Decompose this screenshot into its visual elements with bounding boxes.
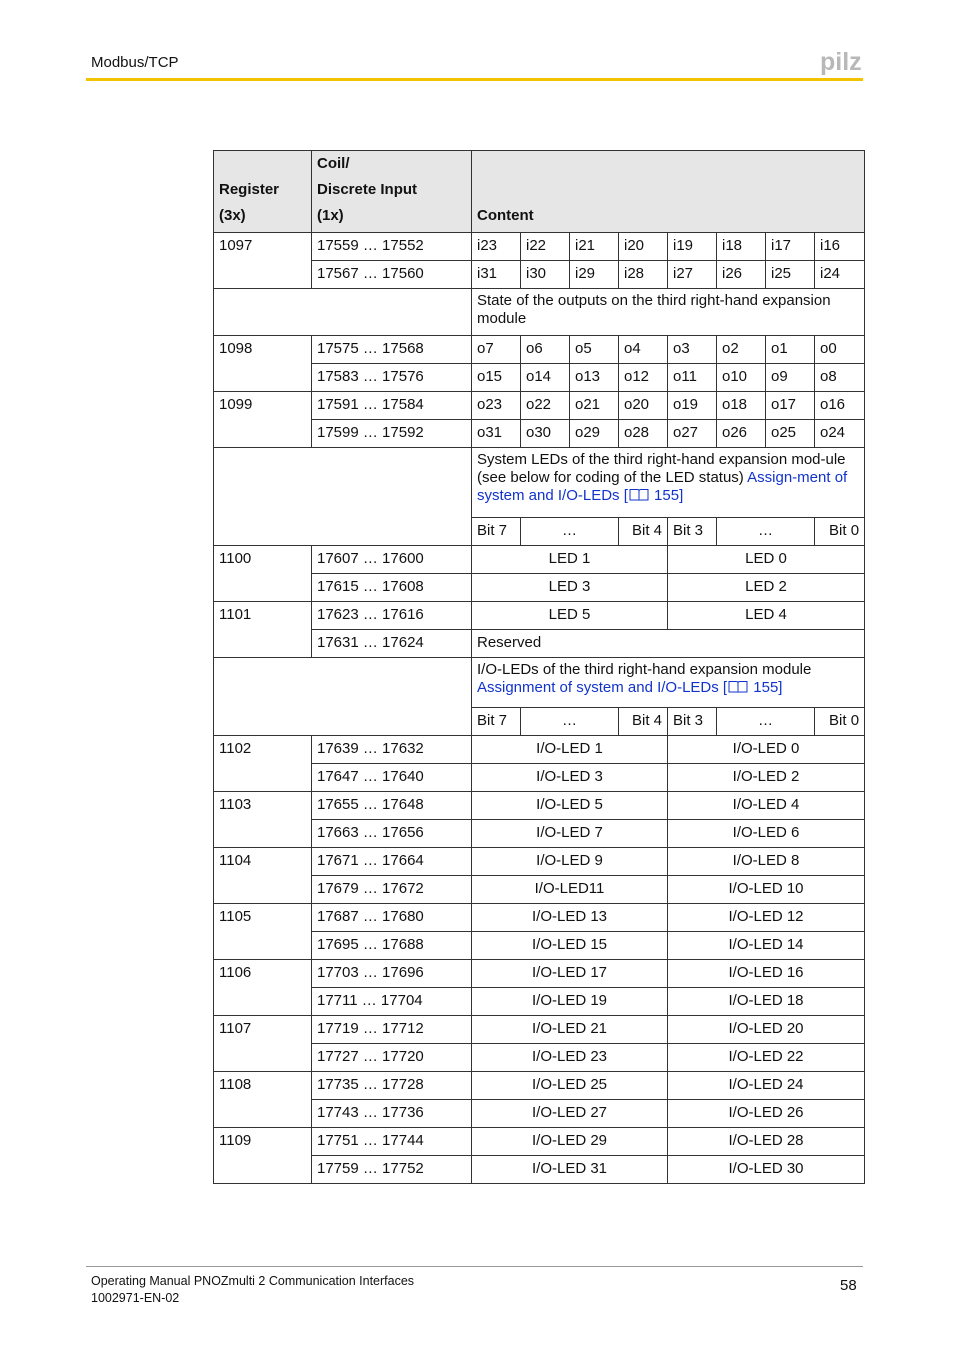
bit-header-cell: … [521,518,619,546]
table-row [214,960,865,988]
led-high-cell: I/O-LED 21 [472,1016,668,1044]
bit-header-cell: Bit 3 [668,518,717,546]
assignment-link[interactable]: Assign-ment of system and I/O-LEDs [ 155] [477,469,848,504]
bit-header-cell: Bit 3 [668,708,717,736]
bit-cell: i22 [521,233,570,261]
led-low-cell: I/O-LED 30 [668,1156,865,1184]
coil-cell: 17655 … 17648 [312,792,472,820]
table-row [214,261,865,289]
reserved-cell: Reserved [472,630,865,658]
bit-cell: o23 [472,392,521,420]
led-low-cell: I/O-LED 22 [668,1044,865,1072]
coil-cell: 17759 … 17752 [312,1156,472,1184]
coil-cell: 17647 … 17640 [312,764,472,792]
bit-cell: o31 [472,420,521,448]
header-content: Content [472,151,865,233]
footer-rule [86,1266,863,1267]
bit-cell: i25 [766,261,815,289]
coil-cell: 17687 … 17680 [312,904,472,932]
register-cell: 1107 [214,1016,312,1072]
coil-cell: 17735 … 17728 [312,1072,472,1100]
io-leds-description: I/O-LEDs of the third right-hand expansion module Assignment of system and I/O-LEDs [ 155] [472,658,865,708]
bit-cell: i17 [766,233,815,261]
bit-cell: o15 [472,364,521,392]
table-row [214,932,865,960]
bit-cell: o0 [815,336,865,364]
pilz-logo: pilz [820,48,862,76]
table-row [214,630,865,658]
led-low-cell: LED 4 [668,602,865,630]
coil-cell: 17591 … 17584 [312,392,472,420]
coil-cell: 17671 … 17664 [312,848,472,876]
coil-cell: 17559 … 17552 [312,233,472,261]
bit-cell: o12 [619,364,668,392]
table-row [214,1016,865,1044]
bit-cell: i18 [717,233,766,261]
bit-cell: o3 [668,336,717,364]
bit-header-cell: Bit 7 [472,708,521,736]
table-row [214,392,865,420]
bit-cell: o16 [815,392,865,420]
table-row [214,736,865,764]
table-row [214,904,865,932]
bit-header-cell: … [521,708,619,736]
bit-cell: o5 [570,336,619,364]
led-high-cell: LED 3 [472,574,668,602]
led-high-cell: I/O-LED 25 [472,1072,668,1100]
book-icon [728,680,748,693]
bit-header-cell: … [717,708,815,736]
led-low-cell: I/O-LED 16 [668,960,865,988]
table-row [214,289,865,336]
bit-cell: o20 [619,392,668,420]
bit-cell: o30 [521,420,570,448]
bit-cell: o1 [766,336,815,364]
bit-cell: o27 [668,420,717,448]
bit-cell: o14 [521,364,570,392]
header-register: Register (3x) [214,151,312,233]
register-cell: 1099 [214,392,312,448]
led-low-cell: I/O-LED 2 [668,764,865,792]
empty-cell [214,658,472,736]
bit-header-cell: Bit 7 [472,518,521,546]
led-high-cell: I/O-LED 19 [472,988,668,1016]
bit-header-cell: Bit 4 [619,708,668,736]
table-row [214,364,865,392]
coil-cell: 17727 … 17720 [312,1044,472,1072]
bit-cell: o25 [766,420,815,448]
register-cell: 1097 [214,233,312,289]
coil-cell: 17583 … 17576 [312,364,472,392]
footer-doc-number: 1002971-EN-02 [91,1291,180,1305]
bit-cell: i30 [521,261,570,289]
bit-cell: o11 [668,364,717,392]
register-cell: 1104 [214,848,312,904]
coil-cell: 17607 … 17600 [312,546,472,574]
register-cell: 1103 [214,792,312,848]
led-high-cell: LED 1 [472,546,668,574]
table-row [214,876,865,904]
led-high-cell: I/O-LED 17 [472,960,668,988]
register-cell: 1106 [214,960,312,1016]
led-low-cell: I/O-LED 18 [668,988,865,1016]
bit-cell: o10 [717,364,766,392]
led-high-cell: I/O-LED 3 [472,764,668,792]
table-row [214,1100,865,1128]
book-icon [629,488,649,501]
bit-cell: o17 [766,392,815,420]
bit-cell: o13 [570,364,619,392]
empty-cell [214,448,472,546]
table-row [214,764,865,792]
coil-cell: 17623 … 17616 [312,602,472,630]
led-high-cell: I/O-LED 5 [472,792,668,820]
footer [91,1273,414,1307]
coil-cell: 17663 … 17656 [312,820,472,848]
bit-cell: i29 [570,261,619,289]
coil-cell: 17711 … 17704 [312,988,472,1016]
register-cell: 1098 [214,336,312,392]
coil-cell: 17631 … 17624 [312,630,472,658]
led-low-cell: I/O-LED 6 [668,820,865,848]
led-high-cell: I/O-LED 15 [472,932,668,960]
led-low-cell: LED 0 [668,546,865,574]
bit-cell: o2 [717,336,766,364]
coil-cell: 17575 … 17568 [312,336,472,364]
table-row [214,1156,865,1184]
bit-header-cell: … [717,518,815,546]
table-row [214,1044,865,1072]
register-cell: 1105 [214,904,312,960]
system-leds-description: System LEDs of the third right-hand expansion mod-ule (see below for coding of the LED status) Assign-ment of system and I/O-LEDs [ 155] [472,448,865,518]
register-cell: 1108 [214,1072,312,1128]
table-row [214,336,865,364]
led-low-cell: I/O-LED 10 [668,876,865,904]
outputs-description: State of the outputs on the third right-hand expansion module [472,289,865,336]
footer-manual-title: Operating Manual PNOZmulti 2 Communication Interfaces [91,1274,415,1288]
table-row [214,848,865,876]
table-row [214,988,865,1016]
led-high-cell: I/O-LED 7 [472,820,668,848]
led-low-cell: LED 2 [668,574,865,602]
coil-cell: 17599 … 17592 [312,420,472,448]
coil-cell: 17743 … 17736 [312,1100,472,1128]
led-low-cell: I/O-LED 8 [668,848,865,876]
led-high-cell: I/O-LED 23 [472,1044,668,1072]
led-low-cell: I/O-LED 20 [668,1016,865,1044]
bit-cell: o18 [717,392,766,420]
led-low-cell: I/O-LED 26 [668,1100,865,1128]
table-row [214,1128,865,1156]
led-low-cell: I/O-LED 28 [668,1128,865,1156]
led-low-cell: I/O-LED 12 [668,904,865,932]
bit-cell: o29 [570,420,619,448]
table-row [214,602,865,630]
assignment-link[interactable]: Assignment of system and I/O-LEDs [ 155] [477,679,783,696]
led-high-cell: I/O-LED 27 [472,1100,668,1128]
register-cell: 1100 [214,546,312,602]
header-rule [86,78,863,81]
register-cell: 1101 [214,602,312,658]
bit-cell: i27 [668,261,717,289]
led-low-cell: I/O-LED 4 [668,792,865,820]
bit-cell: o9 [766,364,815,392]
bit-cell: i28 [619,261,668,289]
bit-cell: o21 [570,392,619,420]
coil-cell: 17695 … 17688 [312,932,472,960]
register-table [213,150,865,1184]
table-row [214,574,865,602]
bit-header-cell: Bit 4 [619,518,668,546]
bit-cell: o8 [815,364,865,392]
led-low-cell: I/O-LED 14 [668,932,865,960]
bit-header-cell: Bit 0 [815,518,865,546]
led-high-cell: I/O-LED 31 [472,1156,668,1184]
page-number: 58 [840,1277,857,1294]
header-coil: Coil/ Discrete Input (1x) [312,151,472,233]
bit-cell: i24 [815,261,865,289]
table-body [214,233,865,1184]
led-high-cell: I/O-LED 1 [472,736,668,764]
table-row [214,792,865,820]
coil-cell: 17679 … 17672 [312,876,472,904]
bit-cell: o6 [521,336,570,364]
header-title: Modbus/TCP [91,54,179,71]
bit-cell: i31 [472,261,521,289]
led-high-cell: I/O-LED 9 [472,848,668,876]
bit-cell: o26 [717,420,766,448]
led-high-cell: I/O-LED 29 [472,1128,668,1156]
coil-cell: 17639 … 17632 [312,736,472,764]
bit-cell: i19 [668,233,717,261]
led-high-cell: I/O-LED 13 [472,904,668,932]
bit-cell: i21 [570,233,619,261]
bit-cell: o7 [472,336,521,364]
bit-cell: i16 [815,233,865,261]
register-cell: 1109 [214,1128,312,1184]
table-row [214,233,865,261]
table-row [214,1072,865,1100]
register-cell: 1102 [214,736,312,792]
table-row [214,448,865,518]
led-low-cell: I/O-LED 0 [668,736,865,764]
bit-cell: i26 [717,261,766,289]
coil-cell: 17615 … 17608 [312,574,472,602]
led-high-cell: I/O-LED11 [472,876,668,904]
bit-cell: o24 [815,420,865,448]
coil-cell: 17719 … 17712 [312,1016,472,1044]
table-row [214,658,865,708]
bit-cell: o19 [668,392,717,420]
table-row [214,820,865,848]
bit-cell: i20 [619,233,668,261]
led-low-cell: I/O-LED 24 [668,1072,865,1100]
bit-cell: o22 [521,392,570,420]
empty-cell [214,289,472,336]
bit-cell: o28 [619,420,668,448]
coil-cell: 17703 … 17696 [312,960,472,988]
coil-cell: 17751 … 17744 [312,1128,472,1156]
bit-header-cell: Bit 0 [815,708,865,736]
table-row [214,420,865,448]
bit-cell: o4 [619,336,668,364]
coil-cell: 17567 … 17560 [312,261,472,289]
table-row [214,546,865,574]
led-high-cell: LED 5 [472,602,668,630]
bit-cell: i23 [472,233,521,261]
